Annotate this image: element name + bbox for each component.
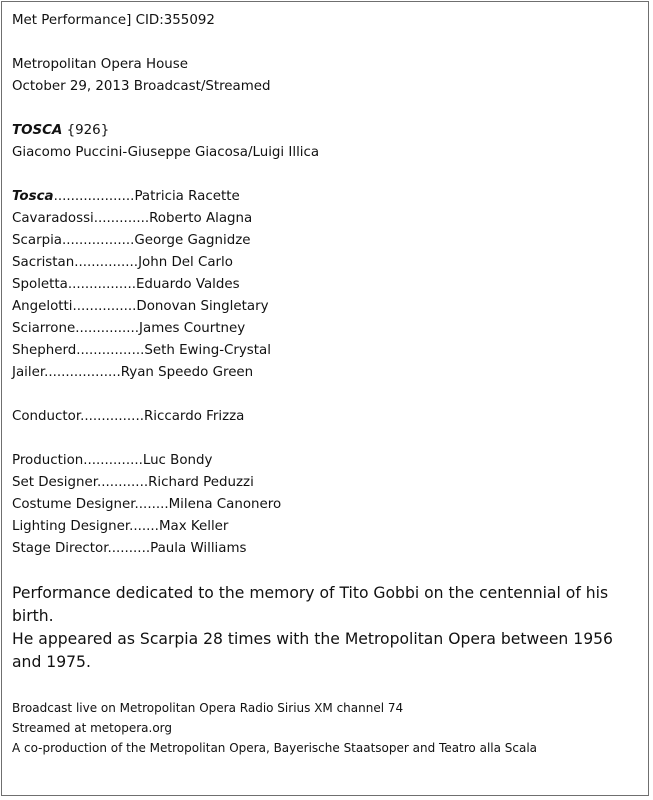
venue-house: Metropolitan Opera House	[12, 57, 188, 72]
cast-dots: ................	[76, 343, 145, 358]
work-title: TOSCA	[12, 123, 63, 138]
spacer	[12, 32, 642, 54]
production-dots: ..............	[83, 453, 143, 468]
production-role: Costume Designer	[12, 497, 135, 512]
cast-row	[12, 318, 642, 340]
cast-name: John Del Carlo	[138, 255, 233, 270]
spacer	[12, 674, 642, 686]
cast-dots: ...................	[53, 189, 135, 204]
footer-streamed: Streamed at metopera.org	[12, 721, 173, 735]
cast-role: Sciarrone	[12, 321, 76, 336]
work-number: {926}	[62, 123, 110, 138]
production-dots: ........	[134, 497, 169, 512]
venue-date: October 29, 2013 Broadcast/Streamed	[12, 79, 271, 94]
spacer	[12, 164, 642, 186]
footer-coproduction: A co-production of the Metropolitan Opera, Bayerische Staatsoper and Teatro alla Scala	[12, 741, 538, 755]
cast-role: Shepherd	[12, 343, 77, 358]
document-body	[12, 10, 642, 758]
production-role: Set Designer	[12, 475, 97, 490]
cast-dots: ...............	[75, 321, 140, 336]
cast-dots: ...............	[72, 299, 137, 314]
production-list	[12, 450, 642, 560]
conductor-row	[12, 406, 642, 428]
cast-role: Cavaradossi	[12, 211, 94, 226]
work-authors: Giacomo Puccini-Giuseppe Giacosa/Luigi Illica	[12, 145, 320, 160]
footer-broadcast: Broadcast live on Metropolitan Opera Radio Sirius XM channel 74	[12, 701, 404, 715]
cast-row	[12, 252, 642, 274]
production-dots: ..........	[107, 541, 151, 556]
cast-name: Patricia Racette	[134, 189, 240, 204]
spacer	[12, 560, 642, 582]
dedication-line-2: He appeared as Scarpia 28 times with the Metropolitan Opera between 1956 and 1975.	[12, 630, 613, 671]
cast-row	[12, 274, 642, 296]
cast-dots: ..................	[44, 365, 121, 380]
conductor-name: Riccardo Frizza	[143, 409, 245, 424]
cast-name: Donovan Singletary	[136, 299, 269, 314]
production-name: Luc Bondy	[142, 453, 213, 468]
dedication-line-1: Performance dedicated to the memory of Tito Gobbi on the centennial of his birth.	[12, 584, 609, 625]
production-row	[12, 516, 642, 538]
cast-dots: .................	[62, 233, 135, 248]
document-frame	[1, 1, 649, 796]
production-name: Paula Williams	[150, 541, 247, 556]
cast-name: James Courtney	[139, 321, 246, 336]
conductor-role: Conductor	[12, 409, 81, 424]
spacer	[12, 98, 642, 120]
spacer	[12, 686, 642, 698]
cast-dots: .............	[93, 211, 150, 226]
spacer	[12, 384, 642, 406]
cast-name: George Gagnidze	[134, 233, 251, 248]
production-name: Richard Peduzzi	[148, 475, 254, 490]
cast-role: Jailer	[12, 365, 45, 380]
cast-role: Angelotti	[12, 299, 73, 314]
production-dots: .......	[129, 519, 159, 534]
production-name: Max Keller	[158, 519, 229, 534]
cast-row	[12, 362, 642, 384]
cast-list	[12, 186, 642, 384]
record-id: Met Performance] CID:355092	[12, 13, 215, 28]
cast-role: Tosca	[12, 189, 54, 204]
cast-row	[12, 340, 642, 362]
production-role: Production	[12, 453, 84, 468]
cast-role: Sacristan	[12, 255, 75, 270]
production-row	[12, 472, 642, 494]
cast-name: Roberto Alagna	[149, 211, 253, 226]
production-dots: ............	[97, 475, 149, 490]
production-name: Milena Canonero	[168, 497, 282, 512]
cast-row	[12, 208, 642, 230]
cast-row	[12, 296, 642, 318]
work-title-line	[12, 120, 642, 142]
cast-name: Ryan Speedo Green	[120, 365, 254, 380]
spacer	[12, 428, 642, 450]
cast-name: Seth Ewing-Crystal	[144, 343, 271, 358]
cast-name: Eduardo Valdes	[135, 277, 240, 292]
production-row	[12, 494, 642, 516]
production-role: Stage Director	[12, 541, 108, 556]
cast-row	[12, 186, 642, 208]
cast-row	[12, 230, 642, 252]
cast-dots: ...............	[74, 255, 139, 270]
conductor-dots: ...............	[80, 409, 144, 424]
cast-role: Scarpia	[12, 233, 62, 248]
cast-dots: ................	[67, 277, 136, 292]
cast-role: Spoletta	[12, 277, 68, 292]
production-row	[12, 450, 642, 472]
production-row	[12, 538, 642, 560]
production-role: Lighting Designer	[12, 519, 130, 534]
